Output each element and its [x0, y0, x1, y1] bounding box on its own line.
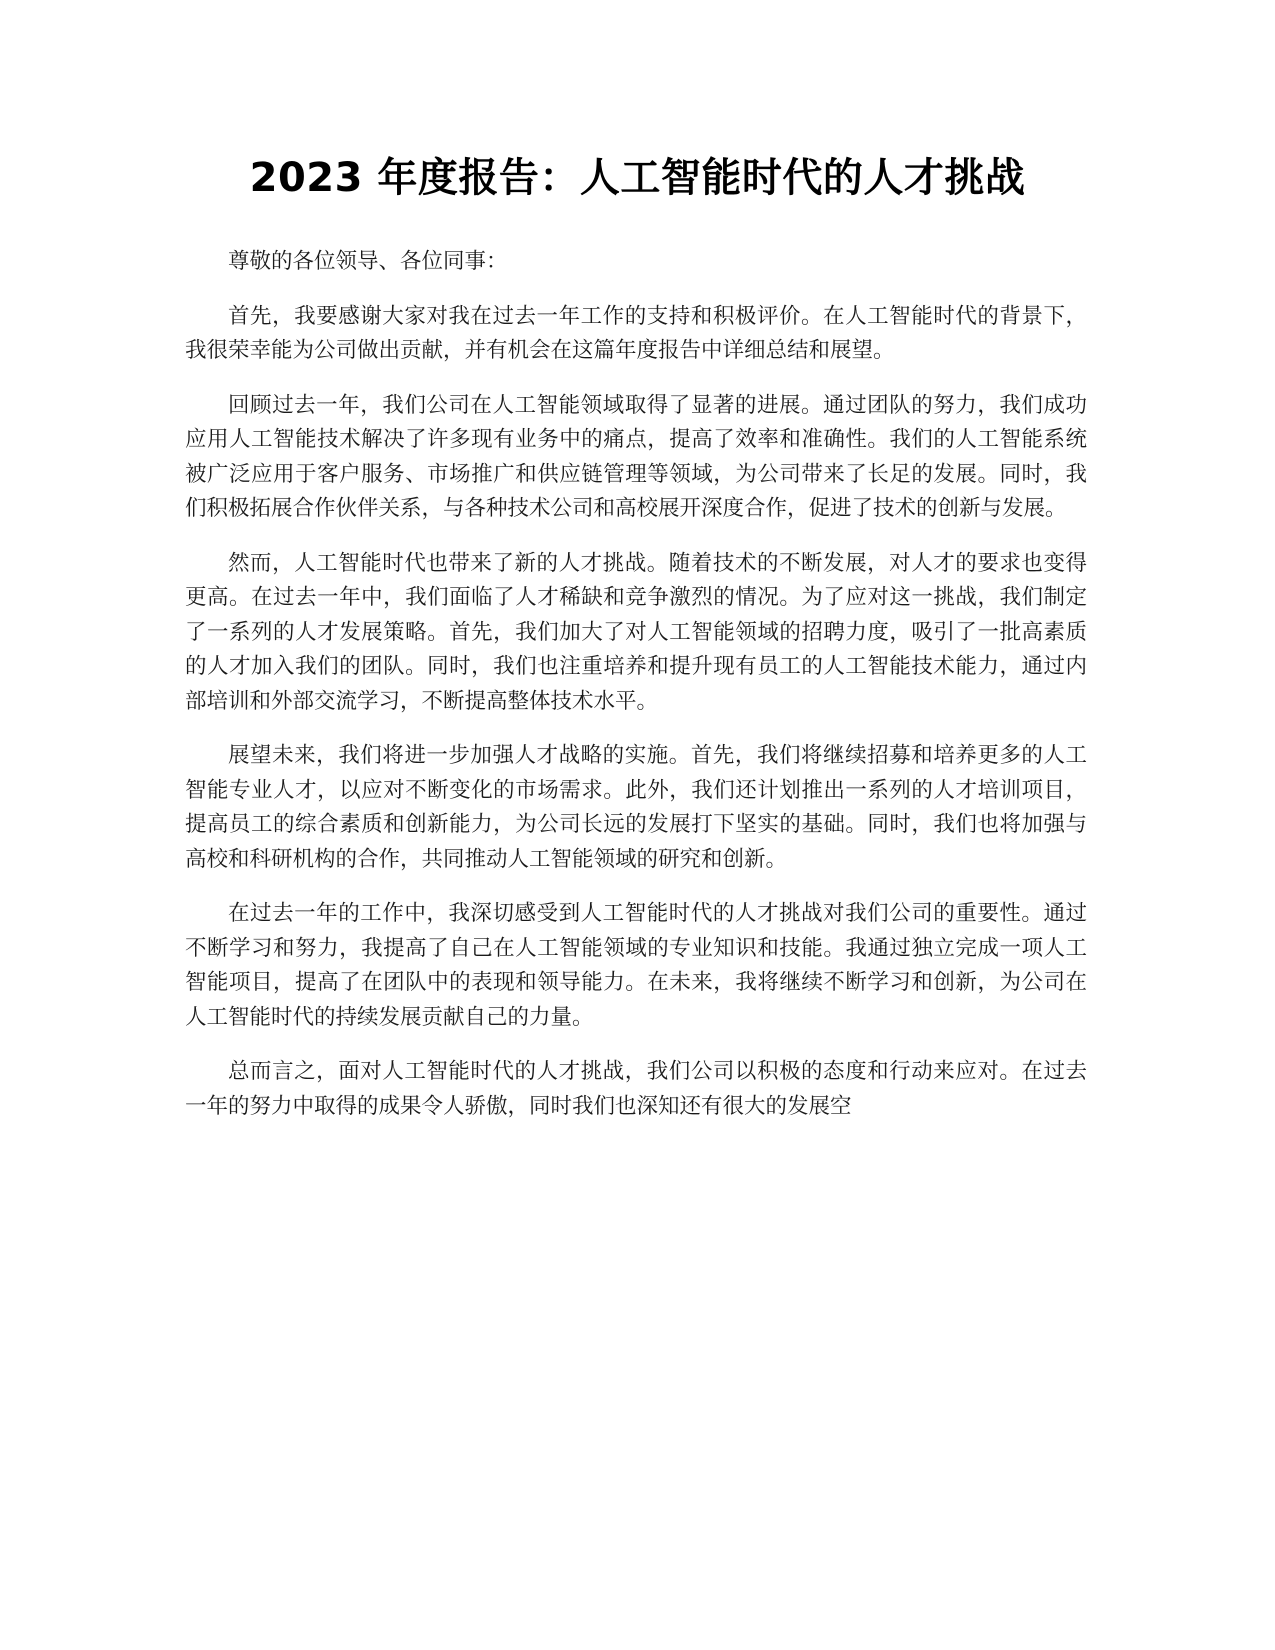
paragraph-review: 回顾过去一年，我们公司在人工智能领域取得了显著的进展。通过团队的努力，我们成功应用人工智能技术解决了许多现有业务中的痛点，提高了效率和准确性。我们的人工智能系统被广泛应用于客户服务、市场推广和供应链管理等领域，为公司带来了长足的发展。同时，我们积极拓展合作伙伴关系，与各种技术公司和高校展开深度合作，促进了技术的创新与发展。 [185, 392, 1087, 521]
paragraph-challenge: 然而，人工智能时代也带来了新的人才挑战。随着技术的不断发展，对人才的要求也变得更高。在过去一年中，我们面临了人才稀缺和竞争激烈的情况。为了应对这一挑战，我们制定了一系列的人才发展策略。首先，我们加大了对人工智能领域的招聘力度，吸引了一批高素质的人才加入我们的团队。同时，我们也注重培养和提升现有员工的人工智能技术能力，通过内部培训和外部交流学习，不断提高整体技术水平。 [185, 550, 1087, 714]
salutation: 尊敬的各位领导、各位同事： [228, 249, 508, 274]
paragraph-thanks: 首先，我要感谢大家对我在过去一年工作的支持和积极评价。在人工智能时代的背景下，我很荣幸能为公司做出贡献，并有机会在这篇年度报告中详细总结和展望。 [185, 303, 1087, 363]
paragraph-personal: 在过去一年的工作中，我深切感受到人工智能时代的人才挑战对我们公司的重要性。通过不断学习和努力，我提高了自己在人工智能领域的专业知识和技能。我通过独立完成一项人工智能项目，提高了在团队中的表现和领导能力。在未来，我将继续不断学习和创新，为公司在人工智能时代的持续发展贡献自己的力量。 [185, 901, 1087, 1030]
paragraph-outlook: 展望未来，我们将进一步加强人才战略的实施。首先，我们将继续招募和培养更多的人工智能专业人才，以应对不断变化的市场需求。此外，我们还计划推出一系列的人才培训项目，提高员工的综合素质和创新能力，为公司长远的发展打下坚实的基础。同时，我们也将加强与高校和科研机构的合作，共同推动人工智能领域的研究和创新。 [185, 743, 1087, 872]
document-body [185, 245, 1087, 1144]
paragraph-conclusion: 总而言之，面对人工智能时代的人才挑战，我们公司以积极的态度和行动来应对。在过去一年的努力中取得的成果令人骄傲，同时我们也深知还有很大的发展空 [185, 1059, 1087, 1119]
document-title: 2023 年度报告：人工智能时代的人才挑战 [249, 155, 1026, 201]
